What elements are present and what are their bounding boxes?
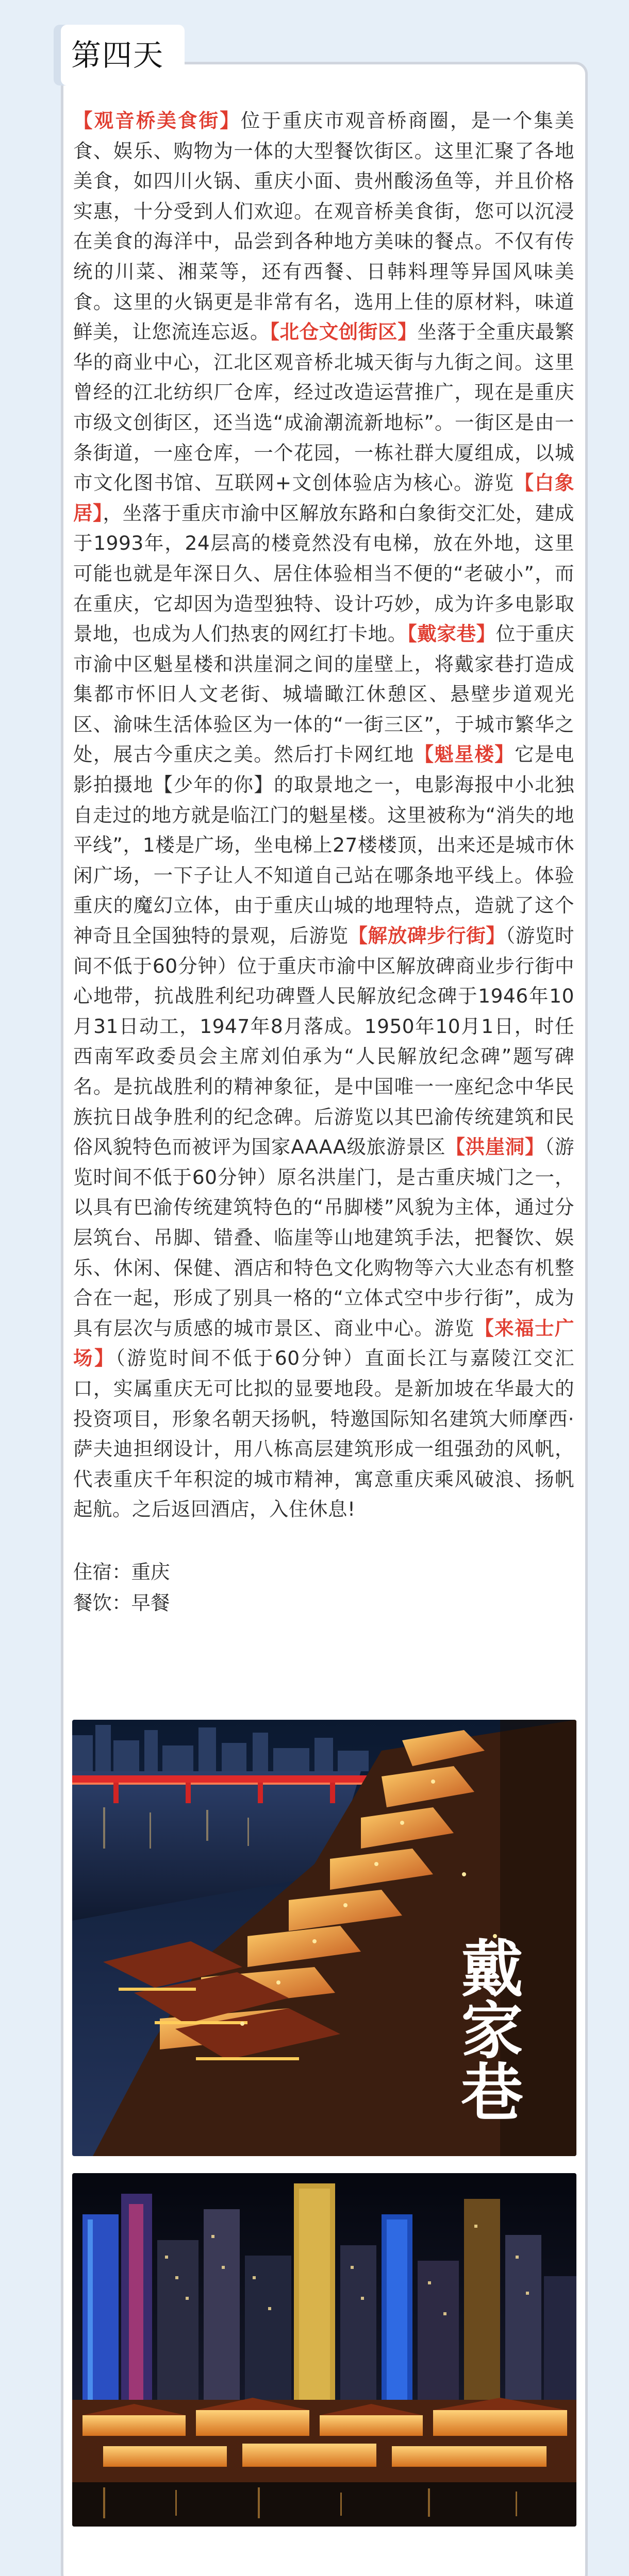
text-segment: （游览时间不低于60分钟）位于重庆市渝中区解放碑商业步行街中心地带，抗战胜利纪功碑暨人民解放纪念碑于1946年10月31日动工，1947年8月落成。1950年10月1日，时任西南军政委员会主席刘伯承为“人民解放纪念碑”题写碑名。是抗战胜利的精神象征，是中国唯一一座纪念中华民族抗日战争胜利的纪念碑。后游览以其巴渝传统建筑和民俗风貌特色而被评为国家AAAA级旅游景区 [73, 924, 575, 1159]
text-segment: 位于重庆市观音桥商圈，是一个集美食、娱乐、购物为一体的大型餐饮街区。这里汇聚了各地美食，如四川火锅、重庆小面、贵州酸汤鱼等，并且价格实惠，十分受到人们欢迎。在观音桥美食街，您可以沉浸在美食的海洋中，品尝到各种地方美味的餐点。不仅有传统的川菜、湘菜等，还有西餐、日韩料理等异国风味美食。这里的火锅更是非常有名，选用上佳的原材料，味道鲜美，让您流连忘返。 [73, 109, 575, 344]
text-segment: 坐落于全重庆最繁华的商业中心，江北区观音桥北城天街与九街之间。这里曾经的江北纺织厂仓库，经过改造运营推广，现在是重庆市级文创街区，还当选“成渝潮流新地标”。一街区是由一条街道，一座仓库，一个花园，一栋社群大厦组成，以城市文化图书馆、互联网+文创体验店为核心。游览 [73, 320, 575, 495]
daijiaxiang-photo [72, 1720, 576, 2156]
poi-daijiaxiang: 【戴家巷】 [407, 622, 496, 646]
lodging-info: 住宿：重庆 [73, 1560, 170, 1583]
text-segment: （游览时间不低于60分钟）原名洪崖门，是古重庆城门之一，以具有巴渝传统建筑特色的“吊脚楼”风貌为主体，通过分层筑台、吊脚、错叠、临崖等山地建筑手法，把餐饮、娱乐、休闲、保健、酒店和特色文化购物等六大业态有机整合在一起，形成了别具一格的“立体式空中步行街”，成为具有层次与质感的城市景区、商业中心。游览 [73, 1136, 575, 1340]
text-segment: （游览时间不低于60分钟）直面长江与嘉陵江交汇口，实属重庆无可比拟的显要地段。是新加坡在华最大的投资项目，形象名朝天扬帆，特邀国际知名建筑大师摩西·萨夫迪担纲设计，用八栋高层建筑形成一组强劲的风帆，代表重庆千年积淀的城市精神，寓意重庆乘风破浪、扬帆起航。之后返回酒店，入住休息! [73, 1347, 575, 1521]
text-segment: 它是电影拍摄地【少年的你】的取景地之一，电影海报中小北独自走过的地方就是临江门的魁星楼。这里被称为“消失的地平线”，1楼是广场，坐电梯上27楼楼顶，出来还是城市休闲广场，一下子让人不知道自己站在哪条地平线上。体验重庆的魔幻立体，由于重庆山城的地理特点，造就了这个神奇且全国独特的景观，后游览 [73, 743, 575, 947]
poi-hongyadong: 【洪崖洞】 [445, 1136, 545, 1159]
poi-guanyinqiao-food-street: 【观音桥美食街】 [73, 109, 241, 132]
poi-beicang-cultural-block: 【北仓文创街区】 [270, 320, 418, 344]
text-segment: 位于重庆市渝中区魁星楼和洪崖洞之间的崖壁上，将戴家巷打造成集都市怀旧人文老街、城墙瞰江休憩区、悬壁步道观光区、渝味生活体验区为一体的“一街三区”，于城市繁华之处，展古今重庆之美。然后打卡网红地 [73, 622, 575, 766]
itinerary-content [73, 106, 574, 1618]
chongqing-skyline-photo [72, 2173, 576, 2527]
text-segment: ，坐落于重庆市渝中区解放东路和白象街交汇处，建成于1993年，24层高的楼竟然没有电梯，放在外地，这里可能也就是年深日久、居住体验相当不便的“老破小”，而在重庆，它却因为造型独特、设计巧妙，成为许多电影取景地，也成为人们热衷的网红打卡地。 [73, 501, 575, 646]
meals-info: 餐饮：早餐 [73, 1591, 170, 1614]
poi-baixiangju: 【白象居】 [73, 471, 575, 524]
day-title: 第四天 [61, 25, 185, 86]
poi-kuixinglou: 【魁星楼】 [414, 743, 515, 766]
day-meta [73, 1556, 574, 1618]
caption-char-1: 戴家巷 [451, 1936, 524, 2122]
poi-jiefangbei-street: 【解放碑步行街】 [348, 924, 506, 947]
poi-raffles-city: 【来福士广场】 [73, 1316, 575, 1370]
itinerary-description [73, 106, 574, 1524]
